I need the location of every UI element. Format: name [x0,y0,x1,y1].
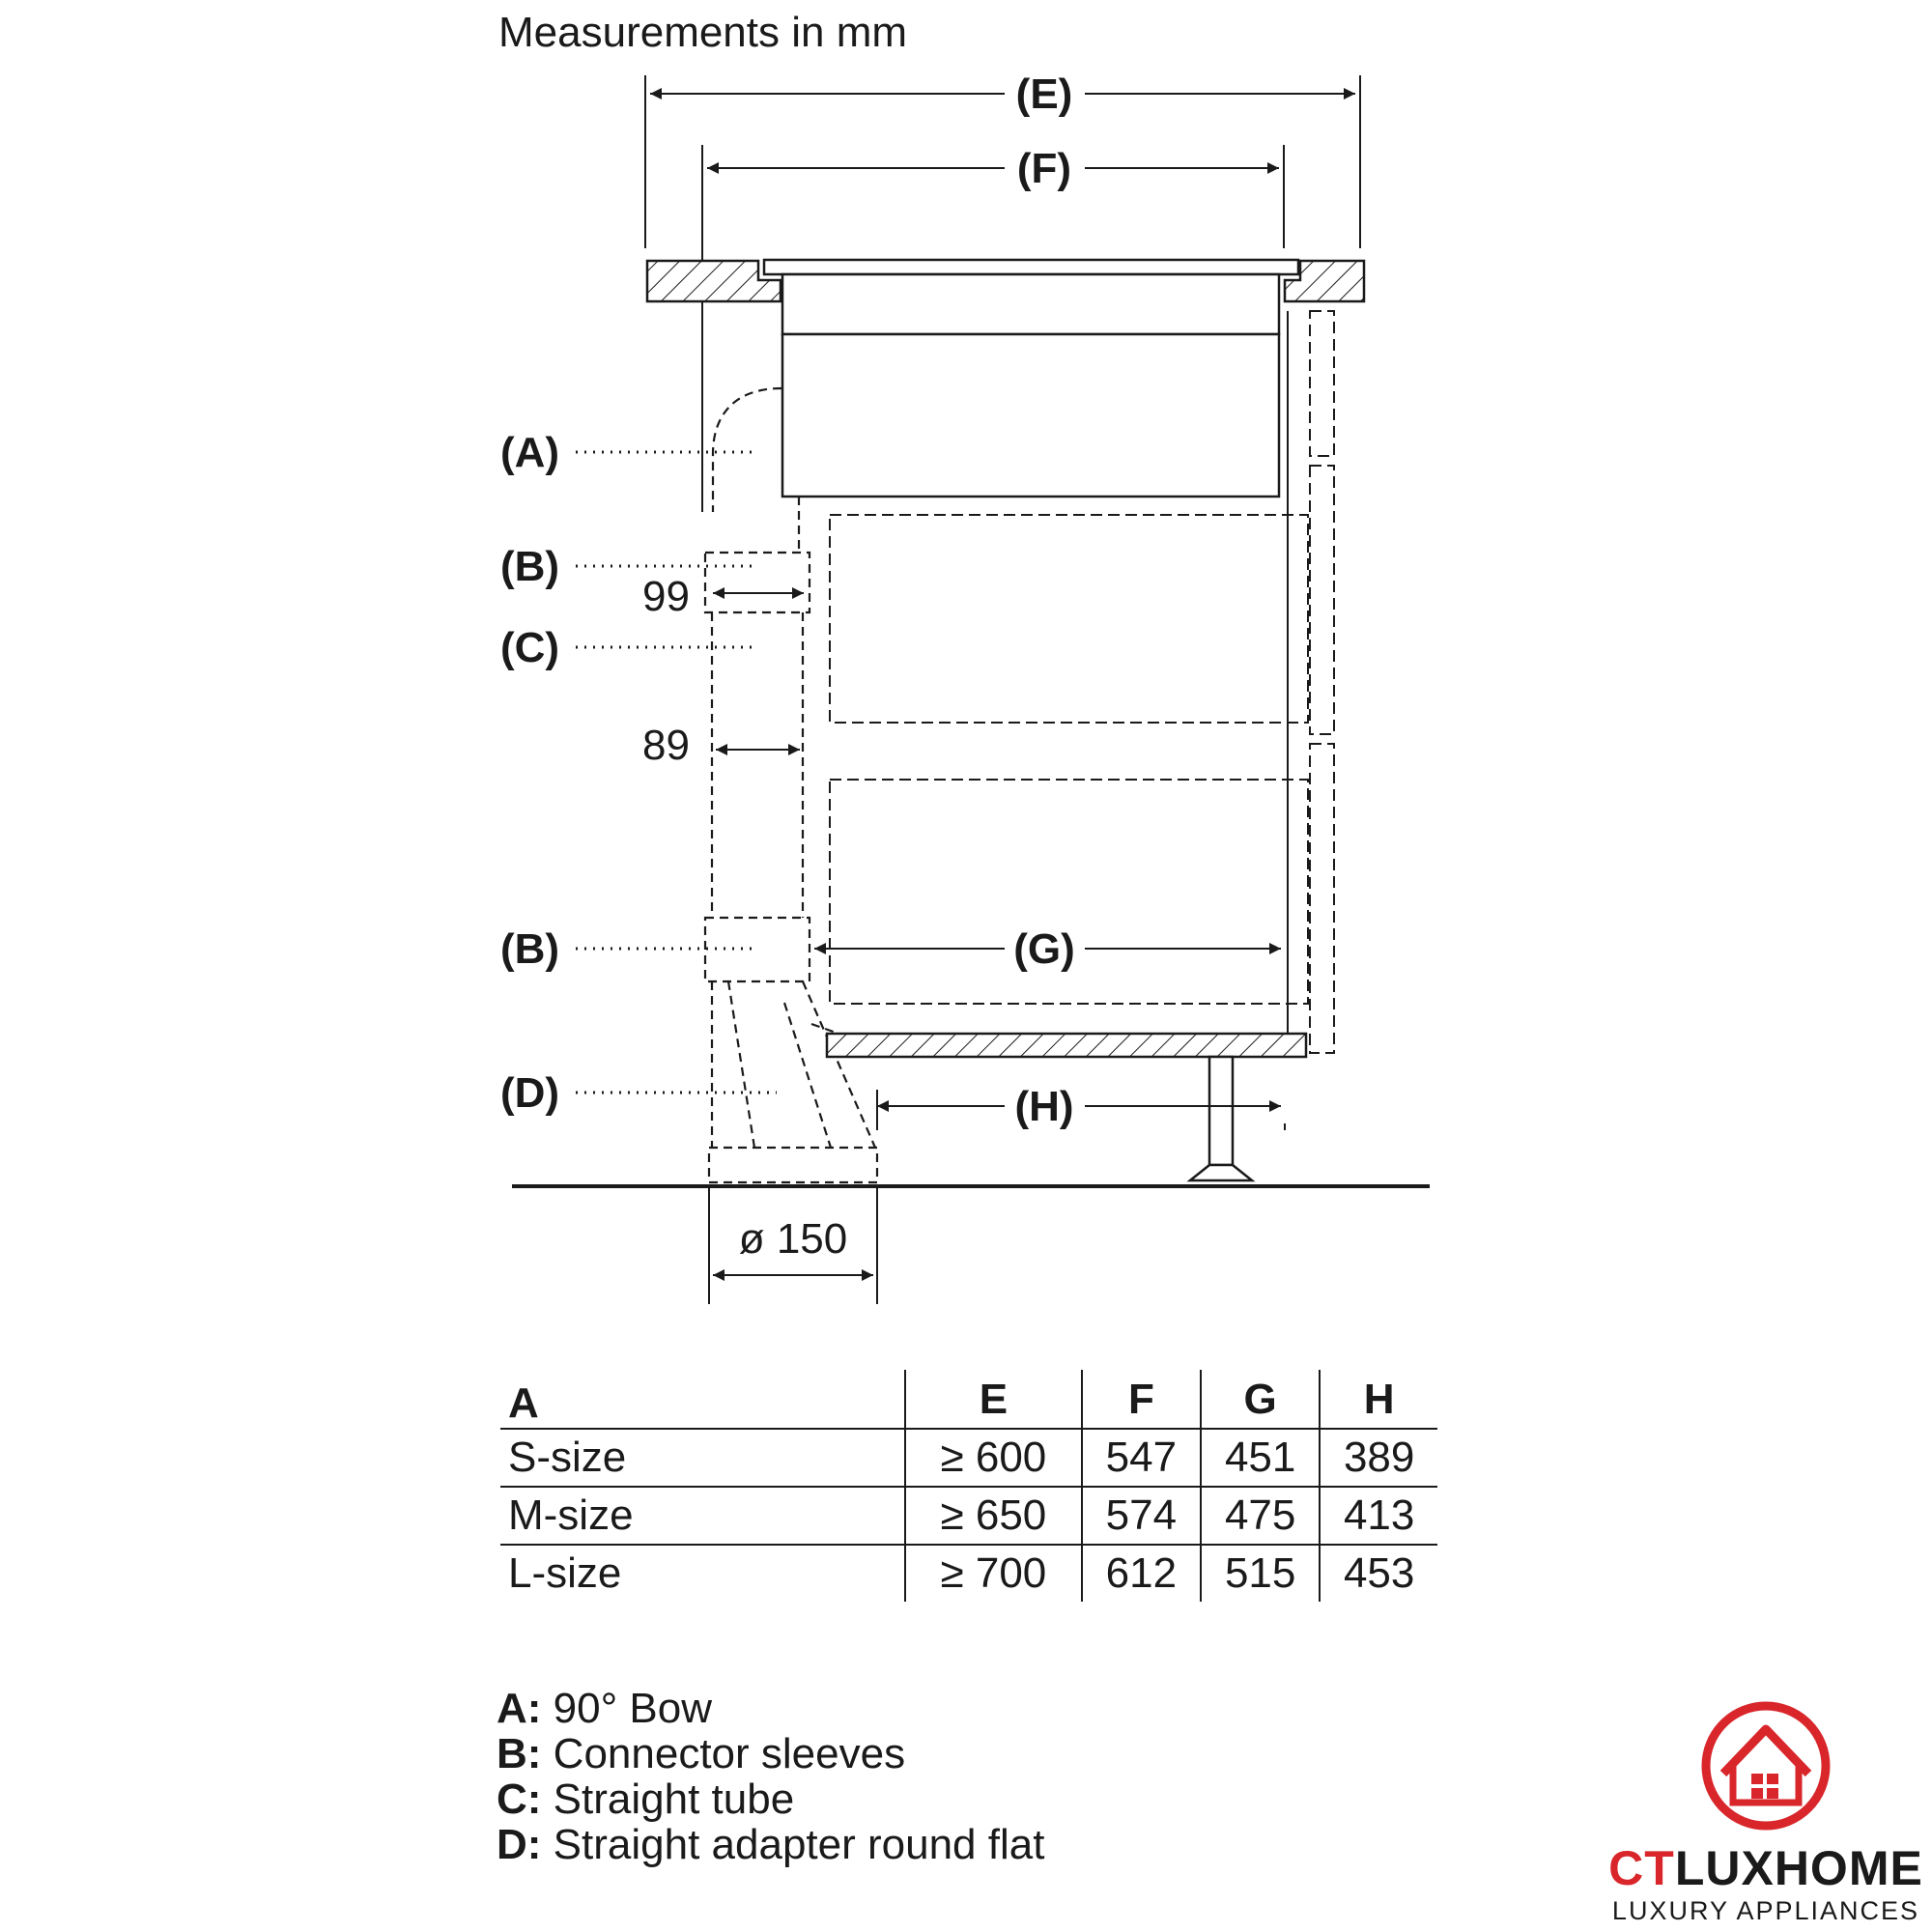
brand-name-red: CT [1608,1841,1675,1895]
col-header-a: A [500,1370,905,1429]
legend-text: Straight adapter round flat [553,1821,1045,1868]
col-header-h: H [1320,1370,1437,1429]
dim-89-text: 89 [642,722,690,769]
unit-housing [782,334,1279,497]
legend-text: 90° Bow [553,1685,713,1732]
dimension-e [650,71,1355,118]
col-header-e: E [905,1370,1082,1429]
brand-tagline: LUXURY APPLIANCES [1611,1896,1920,1925]
table-cell: 451 [1201,1429,1320,1487]
callout-d: (D) [500,1069,560,1117]
table-cell: 453 [1320,1545,1437,1602]
callout-b-lower: (B) [500,925,560,973]
dimension-diameter [709,1188,877,1304]
legend-item [497,1776,1044,1822]
dim-99-text: 99 [642,573,690,620]
table-cell: M-size [500,1487,905,1545]
table-row [500,1487,1437,1545]
table-cell: 475 [1201,1487,1320,1545]
col-header-f: F [1082,1370,1201,1429]
ducting [705,388,877,1182]
legend-text: Straight tube [553,1776,795,1823]
legend-item [497,1686,1044,1731]
table-cell: 574 [1082,1487,1201,1545]
dimension-g [814,925,1281,973]
table-row [500,1429,1437,1487]
legend-key: B: [497,1730,542,1777]
label-h: (H) [1014,1083,1074,1130]
table-cell: L-size [508,1549,622,1597]
brand-name [1600,1843,1932,1893]
sleeve-upper [705,553,810,612]
legend [497,1686,1044,1867]
label-e: (E) [1015,71,1073,118]
legend-key: C: [497,1776,542,1823]
cabinet-leg [1209,1057,1233,1165]
brand-logo-icon [1706,1706,1826,1826]
dim-150-text: ø 150 [738,1215,848,1263]
table-cell: ≥ 700 [905,1545,1082,1602]
diagram-title: Measurements in mm [498,9,908,56]
glass-plate [764,260,1298,274]
table-header-row [500,1370,1437,1429]
callout-c: (C) [500,624,560,671]
table-row [500,1545,1437,1602]
col-header-g: G [1201,1370,1320,1429]
legend-item [497,1731,1044,1776]
label-g: (G) [1013,925,1075,973]
adapter-d [709,1148,877,1182]
table-cell: S-size [500,1429,905,1487]
dimension-f [707,145,1279,192]
table-cell: 389 [1320,1429,1437,1487]
size-table [500,1370,1437,1602]
legend-key: A: [497,1685,542,1732]
table-cell: 547 [1082,1429,1201,1487]
label-f: (F) [1016,145,1072,192]
dimension-89 [642,722,800,769]
cooktop-unit [764,260,1298,497]
brand-logo [1600,1843,1932,1928]
table-cell: ≥ 650 [905,1487,1082,1545]
table-cell: ≥ 600 [905,1429,1082,1487]
callouts [576,452,777,1093]
bow-a [713,388,781,512]
sleeve-lower [705,918,810,981]
table-cell: 515 [1201,1545,1320,1602]
legend-key: D: [497,1821,542,1868]
table-cell: 413 [1320,1487,1437,1545]
legend-text: Connector sleeves [553,1730,906,1777]
callout-a: (A) [500,429,560,476]
table-cell: 612 [1082,1545,1201,1602]
legend-item [497,1822,1044,1867]
callout-b-upper: (B) [500,543,560,590]
brand-name-dark: LUXHOME [1674,1841,1923,1895]
